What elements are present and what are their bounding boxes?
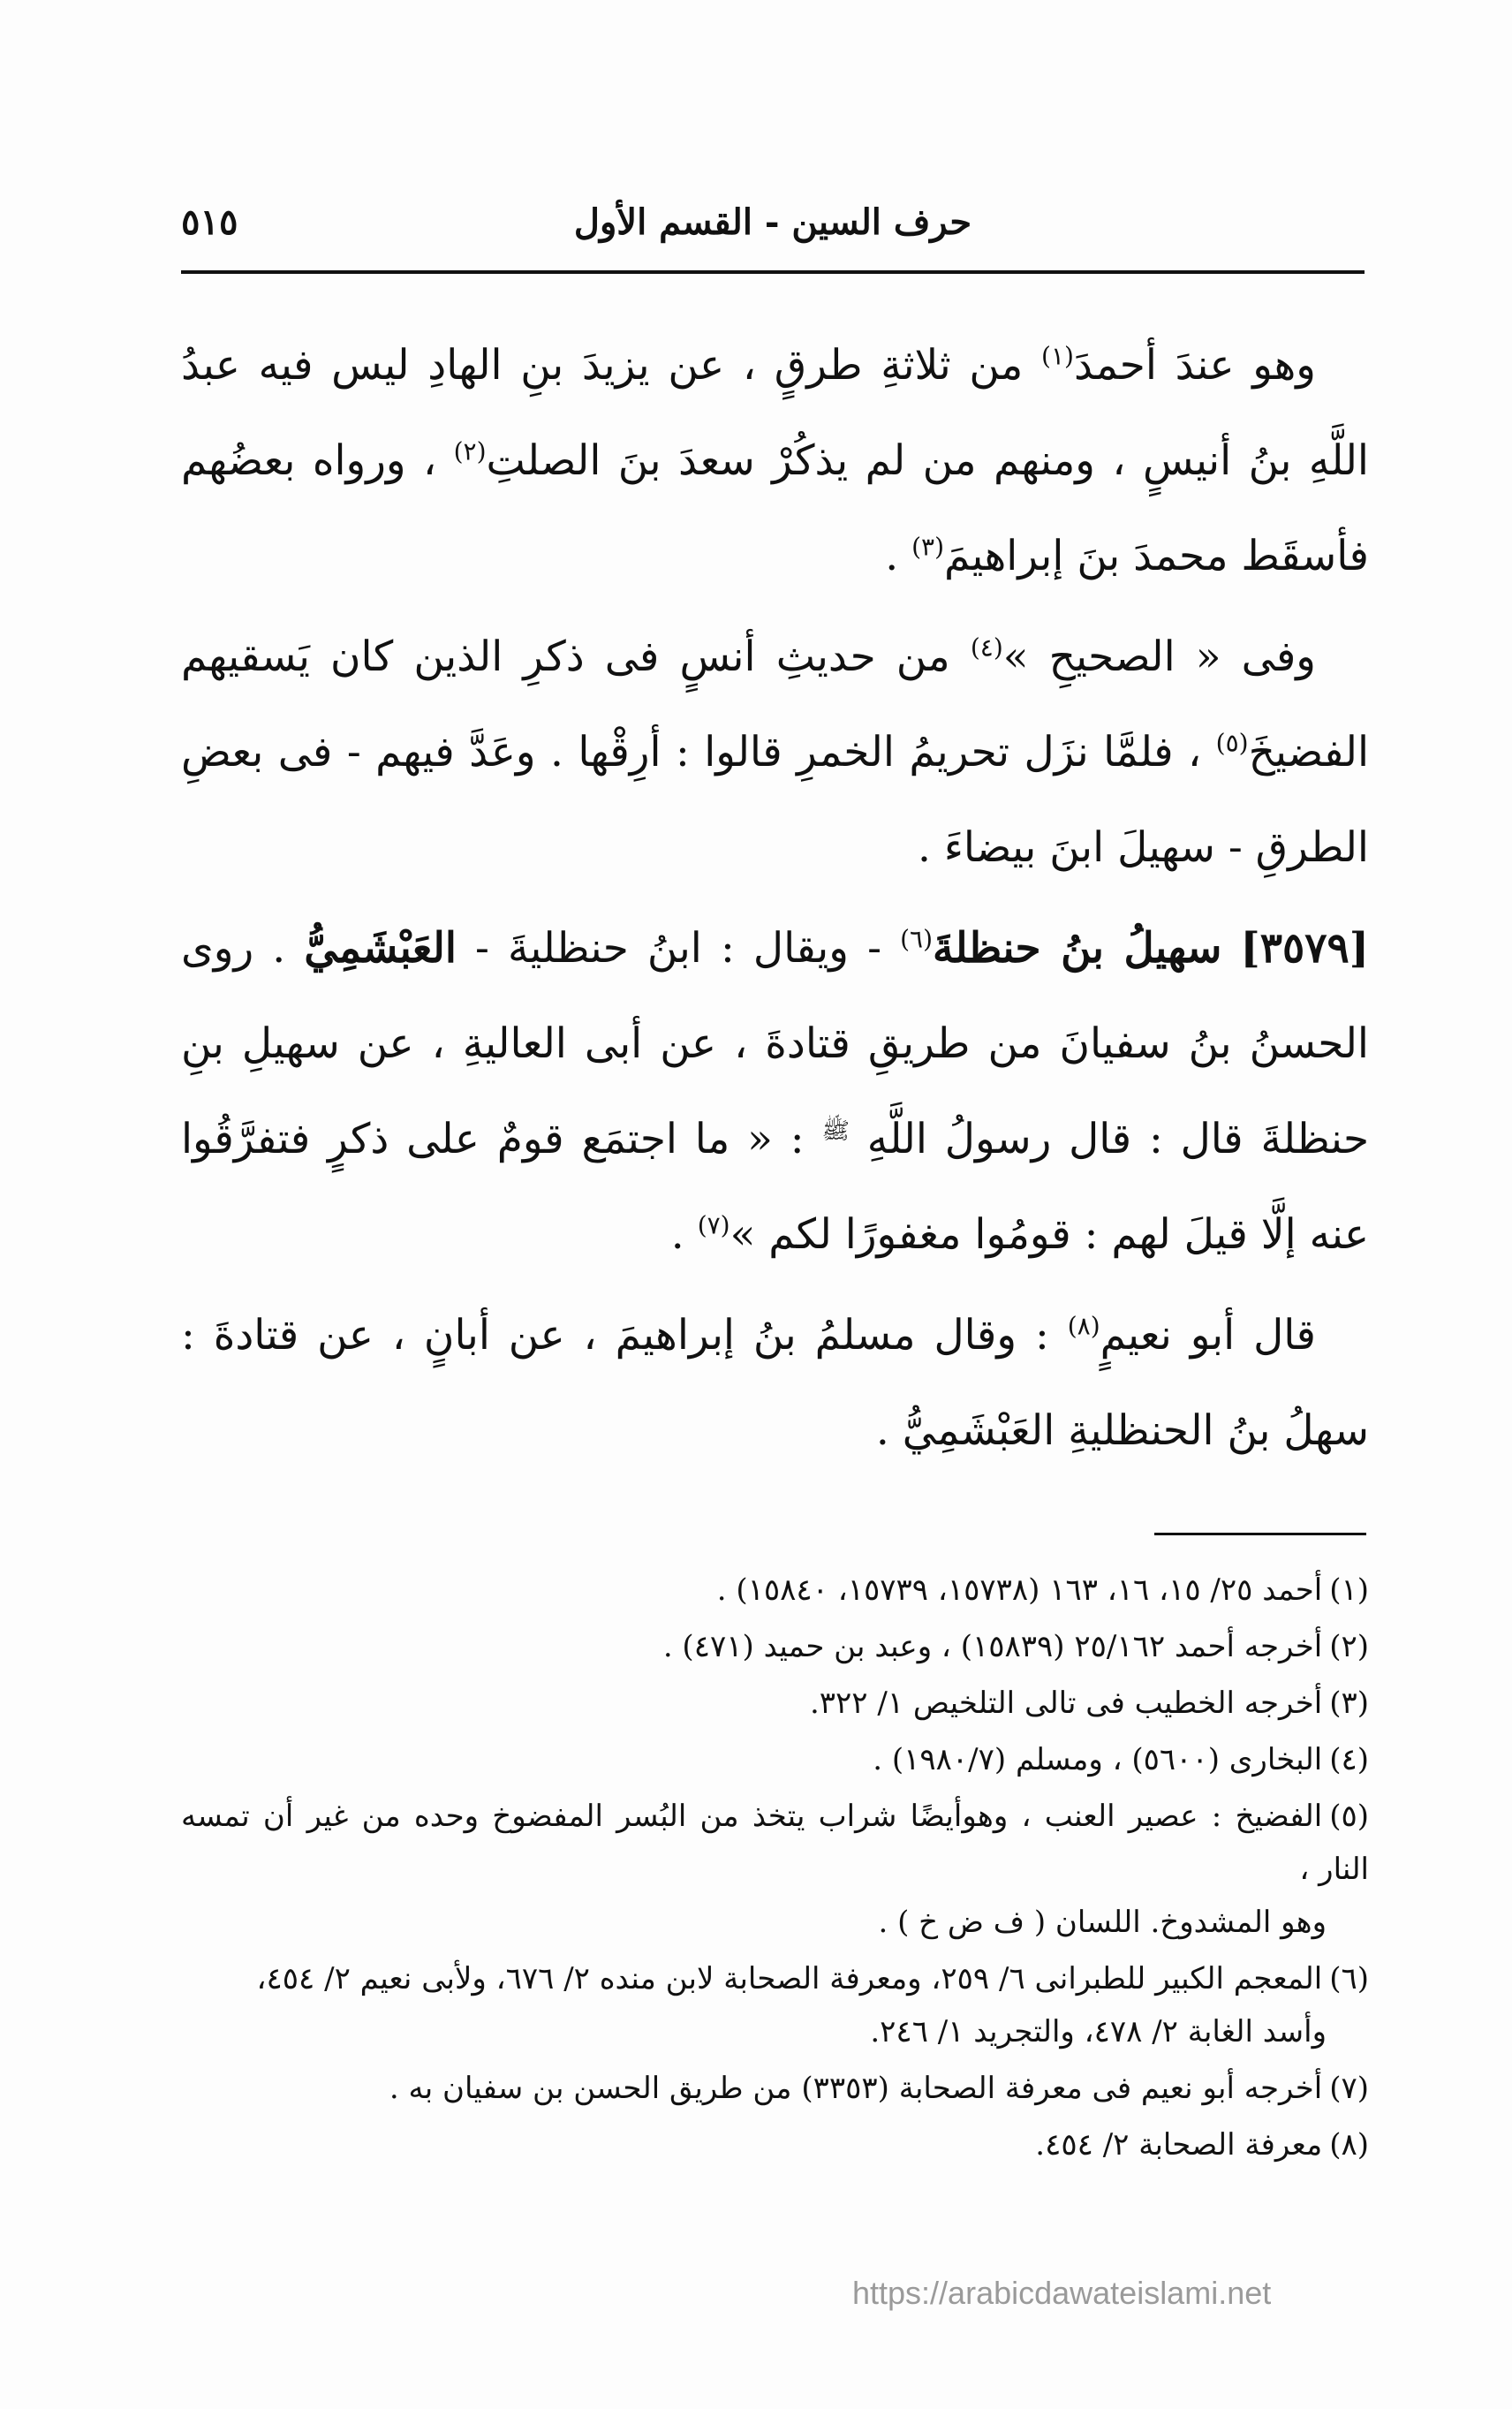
footnote-text: المعجم الكبير للطبرانى ٦/ ٢٥٩، ومعرفة الصحابة لابن منده ٢/ ٦٧٦، ولأبى نعيم ٢/ ٤٥٤، <box>256 1961 1323 1996</box>
entry-number: [٣٥٧٩] <box>1240 924 1369 973</box>
footnote-5 <box>181 1790 1369 1949</box>
text-run: ، ورواه بعضُهم فأسقَط محمدَ بنَ إبراهيمَ <box>181 436 1369 580</box>
header-rule <box>181 270 1365 274</box>
footnote-continuation: وهو المشدوخ. اللسان ( ف ض خ ) . <box>878 1905 1327 1940</box>
footnote-ref-6: (٦) <box>900 924 934 954</box>
footnote-2 <box>181 1620 1369 1673</box>
paragraph-3-entry <box>181 901 1369 1283</box>
entry-name: سهيلُ بنُ حنظلةَ <box>933 924 1222 973</box>
main-text <box>181 318 1369 1484</box>
footnote-text: أحمد ٢٥/ ١٥، ١٦، ١٦٣ (١٥٧٣٨، ١٥٧٣٩، ١٥٨٤٠) . <box>716 1572 1323 1608</box>
text-run: وفى « الصحيحِ » <box>1002 633 1316 681</box>
paragraph-4 <box>181 1288 1369 1479</box>
footnote-text: البخارى (٥٦٠٠) ، ومسلم (١٩٨٠/٧) . <box>873 1742 1323 1777</box>
footnote-ref-8: (٨) <box>1067 1311 1100 1341</box>
text-run: : « ما اجتمَع قومٌ على ذكرٍ فتفرَّقُوا عنه إلَّا قيلَ لهم : قومُوا مغفورًا لكم » <box>181 1115 1369 1259</box>
paragraph-1 <box>181 318 1369 604</box>
footnote-text: أخرجه أبو نعيم فى معرفة الصحابة (٣٣٥٣) من طريق الحسن بن سفيان به . <box>389 2071 1323 2106</box>
text-run: - ويقال : ابنُ حنظليةَ - <box>475 924 881 973</box>
text-run: : وقال مسلمُ بنُ إبراهيمَ ، عن أبانٍ ، عن قتادةَ : سهلُ بنُ الحنظليةِ العَبْشَمِيُّ . <box>181 1311 1369 1455</box>
salutation-glyph: ﷺ <box>821 1117 850 1145</box>
page-number: ٥١٥ <box>181 201 238 243</box>
footnote-continuation: وأسد الغابة ٢/ ٤٧٨، والتجريد ١/ ٢٤٦. <box>870 2014 1327 2049</box>
footnote-1 <box>181 1564 1369 1617</box>
footnote-8 <box>181 2118 1369 2171</box>
paragraph-2 <box>181 610 1369 896</box>
text-run: من ثلاثةِ طرقٍ ، عن يزيدَ بنِ الهادِ ليس فيه عبدُ اللَّهِ بنُ أنيسٍ ، ومنهم من لم يذكُرْ سعدَ بنَ الصلتِ <box>181 341 1369 485</box>
footnote-4 <box>181 1733 1369 1786</box>
footnote-ref-4: (٤) <box>970 633 1003 663</box>
footnote-3 <box>181 1677 1369 1730</box>
text-run: من حديثِ أنسٍ فى ذكرِ الذين كان يَسقيهم الفضيخَ <box>181 633 1369 776</box>
footnote-number: (٣) <box>1329 1686 1369 1721</box>
footnote-text: معرفة الصحابة ٢/ ٤٥٤. <box>1035 2127 1323 2163</box>
footnote-text: أخرجه الخطيب فى تالى التلخيص ١/ ٣٢٢. <box>809 1686 1323 1721</box>
footnote-ref-1: (١) <box>1041 341 1074 371</box>
footnote-text: الفضيخ : عصير العنب ، وهوأيضًا شراب يتخذ من البُسر المفضوخ وحده من غير أن تمسه النار ، <box>181 1799 1369 1887</box>
footnote-6 <box>181 1952 1369 2058</box>
footnote-number: (٦) <box>1329 1961 1369 1996</box>
entry-nisba: العَبْشَمِيُّ <box>304 924 457 973</box>
footnote-number: (٤) <box>1329 1742 1369 1777</box>
footnote-7 <box>181 2062 1369 2115</box>
footnote-ref-3: (٣) <box>911 532 945 562</box>
text-run: . <box>670 1210 684 1259</box>
footnote-ref-2: (٢) <box>453 436 487 466</box>
footnote-number: (٧) <box>1329 2071 1369 2106</box>
running-title: حرف السين - القسم الأول <box>573 201 972 243</box>
text-run: وهو عندَ أحمدَ <box>1073 341 1316 390</box>
footnote-number: (٨) <box>1329 2127 1369 2163</box>
footnote-rule <box>1154 1533 1366 1535</box>
footnote-number: (١) <box>1329 1572 1369 1608</box>
footnotes <box>181 1564 1369 2175</box>
watermark-url: https://arabicdawateislami.net <box>852 2275 1272 2311</box>
footnote-ref-7: (٧) <box>697 1210 730 1240</box>
text-run: . <box>885 532 899 580</box>
page-header <box>181 194 1365 256</box>
footnote-ref-5: (٥) <box>1215 728 1249 758</box>
text-run: قال أبو نعيمٍ <box>1100 1311 1317 1360</box>
text-run: . روى الحسنُ بنُ سفيانَ من طريقِ قتادةَ ، عن أبى العاليةِ ، عن سهيلِ بنِ حنظلةَ قال : قال رسولُ اللَّهِ <box>181 924 1369 1163</box>
footnote-text: أخرجه أحمد ٢٥/١٦٢ (١٥٨٣٩) ، وعبد بن حميد (٤٧١) . <box>662 1629 1323 1664</box>
text-run: ، فلمَّا نزَل تحريمُ الخمرِ قالوا : أرِقْها . وعَدَّ فيهم - فى بعضِ الطرقِ - سهيلَ ابنَ بيضاءَ . <box>181 728 1369 872</box>
footnote-number: (٥) <box>1329 1799 1369 1834</box>
footnote-number: (٢) <box>1329 1629 1369 1664</box>
